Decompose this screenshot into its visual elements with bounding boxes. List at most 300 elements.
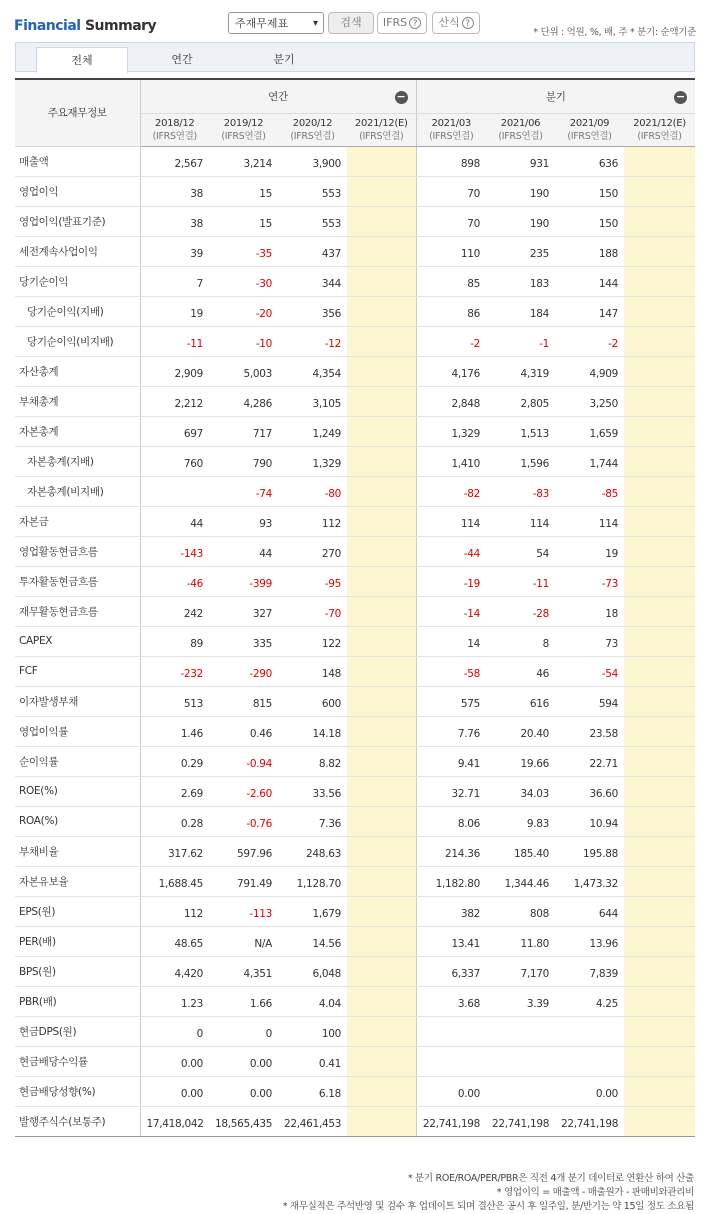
table-cell: 190 (486, 176, 555, 206)
table-cell: 1,596 (486, 446, 555, 476)
row-label: 자본유보율 (15, 866, 140, 896)
table-row (15, 566, 695, 596)
unit-note: * 단위 : 억원, %, 배, 주 * 분기: 순액기준 (533, 27, 696, 38)
table-cell: -113 (209, 896, 278, 926)
table-cell: 2,848 (416, 386, 486, 416)
table-cell (347, 266, 416, 296)
table-cell: 242 (140, 596, 209, 626)
row-label: 세전계속사업이익 (15, 236, 140, 266)
table-cell (347, 656, 416, 686)
table-cell: -2.60 (209, 776, 278, 806)
quarter-group-header (416, 79, 695, 113)
table-cell: -0.76 (209, 806, 278, 836)
table-cell: -20 (209, 296, 278, 326)
statement-select[interactable] (228, 12, 324, 34)
column-header (278, 113, 347, 146)
table-row (15, 1046, 695, 1076)
table-cell (347, 596, 416, 626)
column-basis: (IFRS연결) (152, 130, 197, 142)
table-cell: 183 (486, 266, 555, 296)
table-cell (624, 236, 695, 266)
table-cell: 513 (140, 686, 209, 716)
table-cell (347, 446, 416, 476)
table-cell: 89 (140, 626, 209, 656)
row-label: 영업이익률 (15, 716, 140, 746)
table-cell: 44 (209, 536, 278, 566)
table-cell (624, 206, 695, 236)
table-cell: 270 (278, 536, 347, 566)
table-cell: 150 (555, 176, 624, 206)
table-row (15, 266, 695, 296)
table-row (15, 476, 695, 506)
table-cell: -2 (416, 326, 486, 356)
row-label: 영업이익(발표기준) (15, 206, 140, 236)
table-cell: 22,741,198 (555, 1106, 624, 1136)
table-cell: 22,741,198 (486, 1106, 555, 1136)
page-title (14, 18, 156, 34)
table-cell: 36.60 (555, 776, 624, 806)
table-cell: 898 (416, 146, 486, 176)
table-cell: 5,003 (209, 356, 278, 386)
table-cell: 114 (486, 506, 555, 536)
table-cell: 14 (416, 626, 486, 656)
table-cell: 22,741,198 (416, 1106, 486, 1136)
table-cell: 112 (140, 896, 209, 926)
table-cell (347, 476, 416, 506)
table-cell: 54 (486, 536, 555, 566)
table-cell: 356 (278, 296, 347, 326)
table-cell (624, 896, 695, 926)
table-cell: 122 (278, 626, 347, 656)
table-cell: 2.69 (140, 776, 209, 806)
table-cell: 15 (209, 176, 278, 206)
table-cell: 437 (278, 236, 347, 266)
table-cell: -2 (555, 326, 624, 356)
table-cell: 335 (209, 626, 278, 656)
column-period: 2021/09 (569, 117, 610, 129)
table-cell (347, 716, 416, 746)
table-cell: 148 (278, 656, 347, 686)
table-cell (347, 956, 416, 986)
table-cell: 1,513 (486, 416, 555, 446)
table-cell: -73 (555, 566, 624, 596)
table-cell: 0.00 (209, 1076, 278, 1106)
table-cell (624, 1076, 695, 1106)
table-cell (624, 1046, 695, 1076)
table-cell: 18 (555, 596, 624, 626)
table-cell: 8.82 (278, 746, 347, 776)
table-row (15, 356, 695, 386)
annual-group-label: 연간 (268, 90, 288, 103)
table-cell (347, 926, 416, 956)
table-cell (624, 356, 695, 386)
table-cell: 22,461,453 (278, 1106, 347, 1136)
annual-group-header (140, 79, 416, 113)
table-cell: -14 (416, 596, 486, 626)
table-cell (624, 1106, 695, 1136)
quarter-group-label: 분기 (545, 90, 566, 103)
table-cell: 7,170 (486, 956, 555, 986)
table-cell: 85 (416, 266, 486, 296)
table-cell: 4,909 (555, 356, 624, 386)
table-cell (347, 746, 416, 776)
table-cell (416, 1046, 486, 1076)
column-basis: (IFRS연결) (498, 130, 543, 142)
table-cell (347, 806, 416, 836)
table-cell: 1,473.32 (555, 866, 624, 896)
table-cell: 214.36 (416, 836, 486, 866)
table-row (15, 1016, 695, 1046)
table-cell: 3,105 (278, 386, 347, 416)
table-cell: 1,410 (416, 446, 486, 476)
table-cell: 7,839 (555, 956, 624, 986)
table-cell: 8.06 (416, 806, 486, 836)
table-cell (347, 236, 416, 266)
table-cell: 0.00 (140, 1076, 209, 1106)
table-cell (624, 296, 695, 326)
column-header (555, 113, 624, 146)
column-header (486, 113, 555, 146)
table-cell: 9.41 (416, 746, 486, 776)
table-cell: 594 (555, 686, 624, 716)
column-header (209, 113, 278, 146)
table-cell: 344 (278, 266, 347, 296)
table-cell: -95 (278, 566, 347, 596)
table-cell: -70 (278, 596, 347, 626)
row-label: 재무활동현금흐름 (15, 596, 140, 626)
table-cell: 0 (140, 1016, 209, 1046)
table-cell: -11 (486, 566, 555, 596)
tab-annual[interactable]: 연간 (171, 53, 193, 66)
table-row (15, 986, 695, 1016)
formula-help-button[interactable] (432, 12, 480, 34)
table-cell: 70 (416, 176, 486, 206)
footnotes (283, 1172, 694, 1214)
table-cell (624, 146, 695, 176)
table-cell (347, 1106, 416, 1136)
column-period: 2018/12 (155, 117, 195, 129)
table-cell: -46 (140, 566, 209, 596)
header (0, 0, 706, 42)
table-row (15, 1106, 695, 1136)
table-cell: 48.65 (140, 926, 209, 956)
row-label: PER(배) (15, 926, 140, 956)
table-cell: 17,418,042 (140, 1106, 209, 1136)
row-label: 투자활동현금흐름 (15, 566, 140, 596)
table-cell: 4,351 (209, 956, 278, 986)
table-row (15, 776, 695, 806)
table-cell: 235 (486, 236, 555, 266)
table-cell: 4.04 (278, 986, 347, 1016)
table-row (15, 146, 695, 176)
table-cell: 11.80 (486, 926, 555, 956)
column-period: 2020/12 (292, 117, 333, 129)
table-cell: -35 (209, 236, 278, 266)
table-cell: 616 (486, 686, 555, 716)
table-cell (624, 386, 695, 416)
table-row (15, 326, 695, 356)
table-row (15, 956, 695, 986)
table-cell: 6,048 (278, 956, 347, 986)
column-basis: (IFRS연결) (637, 130, 682, 142)
table-row (15, 746, 695, 776)
table-cell: 190 (486, 206, 555, 236)
table-cell (347, 506, 416, 536)
table-cell (347, 1016, 416, 1046)
table-cell (624, 476, 695, 506)
table-cell: 7.36 (278, 806, 347, 836)
table-cell (347, 566, 416, 596)
table-row (15, 926, 695, 956)
table-cell (347, 896, 416, 926)
table-cell (624, 176, 695, 206)
table-cell (624, 836, 695, 866)
table-cell: 6.18 (278, 1076, 347, 1106)
table-cell: 2,805 (486, 386, 555, 416)
row-label: 현금배당수익률 (15, 1046, 140, 1076)
table-cell: 0.29 (140, 746, 209, 776)
tab-quarter[interactable]: 분기 (273, 53, 295, 66)
table-cell: 382 (416, 896, 486, 926)
table-cell (347, 866, 416, 896)
row-label: CAPEX (15, 626, 140, 656)
table-cell (347, 386, 416, 416)
tab-all[interactable]: 전체 (36, 47, 128, 73)
row-label: ROE(%) (15, 776, 140, 806)
title-financial: Financial (14, 18, 81, 34)
table-row (15, 206, 695, 236)
help-icon: ? (462, 17, 474, 29)
row-label: 자본총계(지배) (15, 446, 140, 476)
column-basis: (IFRS연결) (429, 130, 474, 142)
row-label: 매출액 (15, 146, 140, 176)
table-cell: 0.41 (278, 1046, 347, 1076)
table-cell: 18,565,435 (209, 1106, 278, 1136)
column-header (416, 113, 486, 146)
collapse-quarter-icon[interactable]: − (674, 91, 687, 104)
table-cell: 636 (555, 146, 624, 176)
table-cell: -0.94 (209, 746, 278, 776)
table-cell: 38 (140, 176, 209, 206)
table-cell (624, 626, 695, 656)
table-cell: 44 (140, 506, 209, 536)
column-basis: (IFRS연결) (567, 130, 612, 142)
table-cell: -74 (209, 476, 278, 506)
table-cell: -19 (416, 566, 486, 596)
table-cell: 144 (555, 266, 624, 296)
table-row (15, 596, 695, 626)
financial-summary-table (15, 78, 695, 1137)
table-cell (624, 266, 695, 296)
table-cell (347, 686, 416, 716)
table-row (15, 446, 695, 476)
table-cell: 717 (209, 416, 278, 446)
table-cell: -83 (486, 476, 555, 506)
table-cell (486, 1076, 555, 1106)
table-cell: 4.25 (555, 986, 624, 1016)
table-cell: 2,212 (140, 386, 209, 416)
table-cell: -1 (486, 326, 555, 356)
table-cell: 14.56 (278, 926, 347, 956)
table-row (15, 716, 695, 746)
row-label: 현금배당성향(%) (15, 1076, 140, 1106)
table-row (15, 236, 695, 266)
table-cell: 114 (416, 506, 486, 536)
table-cell: 3.39 (486, 986, 555, 1016)
table-cell: 13.96 (555, 926, 624, 956)
table-cell (624, 956, 695, 986)
table-row (15, 536, 695, 566)
row-label: 순이익률 (15, 746, 140, 776)
table-cell: 34.03 (486, 776, 555, 806)
row-label: 영업활동현금흐름 (15, 536, 140, 566)
table-cell (416, 1016, 486, 1046)
table-cell: 19 (555, 536, 624, 566)
table-cell: 553 (278, 206, 347, 236)
table-cell (624, 536, 695, 566)
statement-select-value: 주재무제표 (235, 17, 289, 30)
collapse-annual-icon[interactable]: − (395, 91, 408, 104)
table-cell (624, 776, 695, 806)
row-label: PBR(배) (15, 986, 140, 1016)
search-button[interactable]: 검색 (328, 12, 374, 34)
table-cell: 3,214 (209, 146, 278, 176)
row-label: 자산총계 (15, 356, 140, 386)
table-cell: 4,420 (140, 956, 209, 986)
table-cell: 195.88 (555, 836, 624, 866)
table-cell: 7.76 (416, 716, 486, 746)
table-cell: 3,900 (278, 146, 347, 176)
table-cell: 150 (555, 206, 624, 236)
table-cell (555, 1046, 624, 1076)
table-cell (347, 296, 416, 326)
table-cell (347, 776, 416, 806)
table-row (15, 506, 695, 536)
table-cell: 575 (416, 686, 486, 716)
table-cell: 46 (486, 656, 555, 686)
row-label: 부채비율 (15, 836, 140, 866)
column-period: 2021/12(E) (633, 117, 686, 129)
table-cell (624, 806, 695, 836)
row-label: 영업이익 (15, 176, 140, 206)
table-cell: 19.66 (486, 746, 555, 776)
table-cell (624, 656, 695, 686)
formula-label: 산식 (438, 16, 460, 29)
table-row (15, 806, 695, 836)
column-basis: (IFRS연결) (221, 130, 266, 142)
table-cell (140, 476, 209, 506)
table-cell: 1.23 (140, 986, 209, 1016)
table-cell: -10 (209, 326, 278, 356)
table-cell (347, 986, 416, 1016)
table-body (15, 146, 695, 1136)
column-period: 2021/06 (500, 117, 541, 129)
table-cell: 0.00 (140, 1046, 209, 1076)
row-label: FCF (15, 656, 140, 686)
table-cell (624, 446, 695, 476)
table-cell: 760 (140, 446, 209, 476)
table-cell (347, 176, 416, 206)
table-cell: 790 (209, 446, 278, 476)
table-cell: 9.83 (486, 806, 555, 836)
table-row (15, 686, 695, 716)
table-cell: 1,249 (278, 416, 347, 446)
ifrs-help-button[interactable] (377, 12, 427, 34)
table-cell: 15 (209, 206, 278, 236)
table-cell: 600 (278, 686, 347, 716)
table-row (15, 176, 695, 206)
table-cell: 3,250 (555, 386, 624, 416)
chevron-down-icon: ▾ (312, 18, 318, 29)
table-cell (347, 416, 416, 446)
table-cell: 0 (209, 1016, 278, 1046)
table-cell (624, 746, 695, 776)
table-cell: -44 (416, 536, 486, 566)
table-row (15, 386, 695, 416)
table-cell: 6,337 (416, 956, 486, 986)
row-label: 당기순이익(지배) (15, 296, 140, 326)
table-cell (347, 1076, 416, 1106)
table-cell (624, 506, 695, 536)
table-cell: 70 (416, 206, 486, 236)
table-cell: 931 (486, 146, 555, 176)
table-cell (347, 206, 416, 236)
table-cell: 185.40 (486, 836, 555, 866)
table-cell: -54 (555, 656, 624, 686)
table-cell: -399 (209, 566, 278, 596)
table-cell: -143 (140, 536, 209, 566)
table-cell: 4,286 (209, 386, 278, 416)
table-cell: 22.71 (555, 746, 624, 776)
row-label: 자본총계(비지배) (15, 476, 140, 506)
table-cell (624, 986, 695, 1016)
table-cell (486, 1016, 555, 1046)
table-cell: 1,128.70 (278, 866, 347, 896)
table-cell: 7 (140, 266, 209, 296)
table-cell: 110 (416, 236, 486, 266)
table-cell: -30 (209, 266, 278, 296)
row-label: 이자발생부채 (15, 686, 140, 716)
table-cell (624, 566, 695, 596)
column-basis: (IFRS연결) (290, 130, 335, 142)
table-cell: 100 (278, 1016, 347, 1046)
table-row (15, 896, 695, 926)
table-row (15, 656, 695, 686)
table-cell: 697 (140, 416, 209, 446)
table-cell: 597.96 (209, 836, 278, 866)
table-cell: 808 (486, 896, 555, 926)
table-cell: 0.28 (140, 806, 209, 836)
table-cell (624, 326, 695, 356)
row-label: 자본총계 (15, 416, 140, 446)
row-label: 발행주식수(보통주) (15, 1106, 140, 1136)
column-header (140, 113, 209, 146)
table-cell: 2,909 (140, 356, 209, 386)
table-cell: 0.00 (555, 1076, 624, 1106)
table-cell: N/A (209, 926, 278, 956)
help-icon: ? (409, 17, 421, 29)
table-cell: 317.62 (140, 836, 209, 866)
table-row (15, 866, 695, 896)
table-cell: 14.18 (278, 716, 347, 746)
table-cell: -28 (486, 596, 555, 626)
table-cell: -82 (416, 476, 486, 506)
table-cell: 1,744 (555, 446, 624, 476)
table-cell (624, 596, 695, 626)
table-cell: 1,688.45 (140, 866, 209, 896)
row-label: 자본금 (15, 506, 140, 536)
table-cell: 8 (486, 626, 555, 656)
